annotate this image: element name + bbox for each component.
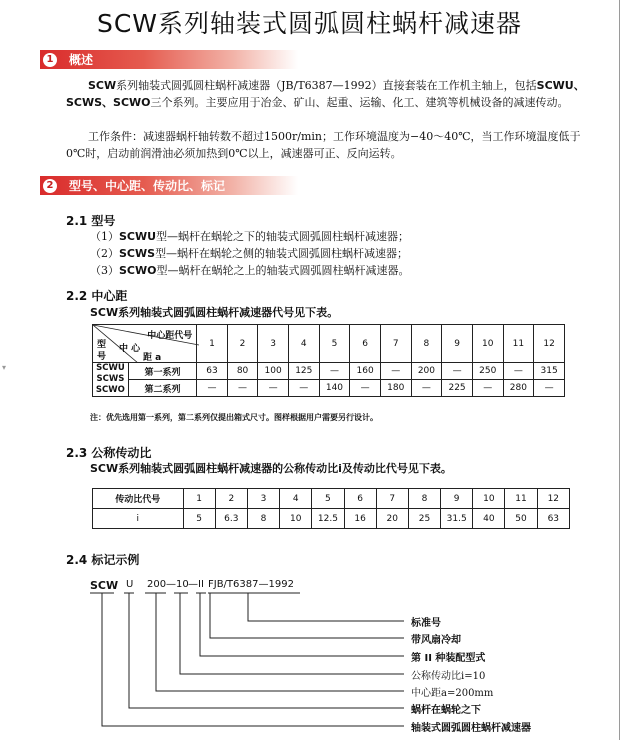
code-cell: 7 [380,325,411,363]
series2-cell: — [227,380,258,397]
mark-200: 200 [147,579,167,590]
code-cell: 9 [442,325,473,363]
series2-label: 第二系列 [128,380,196,397]
series1-label: 第一系列 [128,363,196,380]
code-cell: 11 [503,325,534,363]
model-item-2: （2）SCWS型—蜗杆在蜗轮之侧的轴装式圆弧圆柱蜗杆减速器； [90,247,409,260]
section-1-heading: 概述 [69,53,94,67]
series2-cell: — [534,380,565,397]
series2-cell: 180 [380,380,411,397]
section-2-number: 2 [43,179,57,193]
ratio-code-cell: 1 [183,489,215,509]
ratio-code-cell: 10 [473,489,505,509]
label-worm-position: 蜗杆在蜗轮之下 [411,705,481,716]
series2-cell: — [472,380,503,397]
series2-cell: 280 [503,380,534,397]
label-standard: 标准号 [411,618,441,629]
code-cell: 4 [288,325,319,363]
mark-dash-1: — [166,579,176,590]
label-assembly-type: 第 II 种装配型式 [411,653,486,664]
ratio-intro: SCW系列轴装式圆弧圆柱蜗杆减速器的公称传动比i及传动比代号见下表。 [90,462,452,475]
ratio-code-cell: 4 [280,489,312,509]
ratio-value-cell: 12.5 [312,509,344,529]
ratio-value-cell: 31.5 [441,509,473,529]
overview-text-2: 三个系列。主要应用于冶金、矿山、起重、运输、化工、建筑等机械设备的减速传动。 [150,96,569,109]
model-codes-cell: SCWU SCWS SCWO [93,363,129,397]
series1-cell: 80 [227,363,258,380]
overview-paragraph-2: 工作条件：减速器蜗杆轴转数不超过1500r/min；工作环境温度为−40～40℃，当工作环境温度低于0℃时，启动前润滑油必须加热到0℃以上，减速器可正、反向运转。 [66,130,581,160]
series1-cell: 63 [197,363,228,380]
series1-cell: — [319,363,350,380]
series1-cell: — [442,363,473,380]
ratio-value-cell: 20 [376,509,408,529]
ratio-code-cell: 7 [376,489,408,509]
mark-u: U [126,579,134,590]
ratio-code-cell: 6 [344,489,376,509]
series2-cell: — [411,380,442,397]
model-item-3: （3）SCWO型—蜗杆在蜗轮之上的轴装式圆弧圆柱蜗杆减速器。 [90,264,410,277]
ratio-value-cell: 8 [247,509,279,529]
mark-standard: FJB/T6387—1992 [208,579,294,590]
code-cell: 6 [350,325,381,363]
table-note: 注：优先选用第一系列，第二系列仅提出箱式尺寸。图样根据用户需要另行设计。 [90,413,378,422]
series1-cell: 200 [411,363,442,380]
ratio-value-cell: 50 [505,509,537,529]
series1-cell: — [380,363,411,380]
ratio-value-cell: 10 [280,509,312,529]
overview-text-1: 系列轴装式圆弧圆柱蜗杆减速器（JB/T6387—1992）直接套装在工作机主轴上，包括 [116,79,537,92]
series2-cell: — [197,380,228,397]
code-cell: 5 [319,325,350,363]
ratio-value-cell: 63 [537,509,569,529]
series2-cell: — [350,380,381,397]
subsection-2-3-heading: 2.3 公称传动比 [66,446,152,460]
code-cell: 12 [534,325,565,363]
margin-mark: ▾ [2,363,7,372]
series2-cell: 140 [319,380,350,397]
mark-ii: II [198,579,204,590]
series1-cell: 315 [534,363,565,380]
ratio-value-cell: 16 [344,509,376,529]
header-center-label: 中 心 [119,344,141,354]
series1-cell: 250 [472,363,503,380]
ratio-header-label: 传动比代号 [93,489,184,509]
model-item-1: （1）SCWU型—蜗杆在蜗轮之下的轴装式圆弧圆柱蜗杆减速器； [90,230,410,243]
ratio-value-cell: 25 [408,509,440,529]
ratio-code-cell: 9 [441,489,473,509]
label-fan-cooling: 带风扇冷却 [411,635,461,646]
header-type-label-1: 型 [97,340,107,350]
series1-cell: 100 [258,363,289,380]
mark-scw: SCW [90,579,119,592]
code-cell: 8 [411,325,442,363]
ratio-row-label: i [93,509,184,529]
section-1-number: 1 [43,53,57,67]
label-reducer-name: 轴装式圆弧圆柱蜗杆减速器 [411,723,531,734]
subsection-2-4-heading: 2.4 标记示例 [66,553,140,567]
overview-scw: SCW [88,79,117,92]
label-ratio: 公称传动比i=10 [411,671,486,682]
ratio-value-cell: 5 [183,509,215,529]
series1-cell: 160 [350,363,381,380]
ratio-code-cell: 5 [312,489,344,509]
subsection-2-2-heading: 2.2 中心距 [66,289,128,303]
section-2-heading: 型号、中心距、传动比、标记 [69,179,226,193]
code-cell: 2 [227,325,258,363]
mark-dash-2: — [188,579,198,590]
overview-models: SCWU、SCWS、SCWO [66,79,585,109]
series2-cell: 225 [442,380,473,397]
ratio-value-cell: 40 [473,509,505,529]
series1-cell: — [503,363,534,380]
header-code-label: 中心距代号 [147,331,193,341]
ratio-code-cell: 11 [505,489,537,509]
code-cell: 3 [258,325,289,363]
ratio-code-cell: 3 [247,489,279,509]
series1-cell: 125 [288,363,319,380]
code-cell: 10 [472,325,503,363]
header-dist-label: 距 a [143,353,162,363]
label-center-distance: 中心距a=200mm [411,688,494,699]
ratio-code-cell: 2 [215,489,247,509]
header-type-label-2: 号 [97,352,107,362]
mark-10: 10 [176,579,189,590]
ratio-code-cell: 8 [408,489,440,509]
ratio-code-cell: 12 [537,489,569,509]
center-distance-intro: SCW系列轴装式圆弧圆柱蜗杆减速器代号见下表。 [90,306,339,319]
series2-cell: — [258,380,289,397]
series2-cell: — [288,380,319,397]
code-cell: 1 [197,325,228,363]
ratio-value-cell: 6.3 [215,509,247,529]
subsection-2-1-heading: 2.1 型号 [66,214,116,228]
page-title: SCW系列轴装式圆弧圆柱蜗杆减速器 [96,9,523,38]
